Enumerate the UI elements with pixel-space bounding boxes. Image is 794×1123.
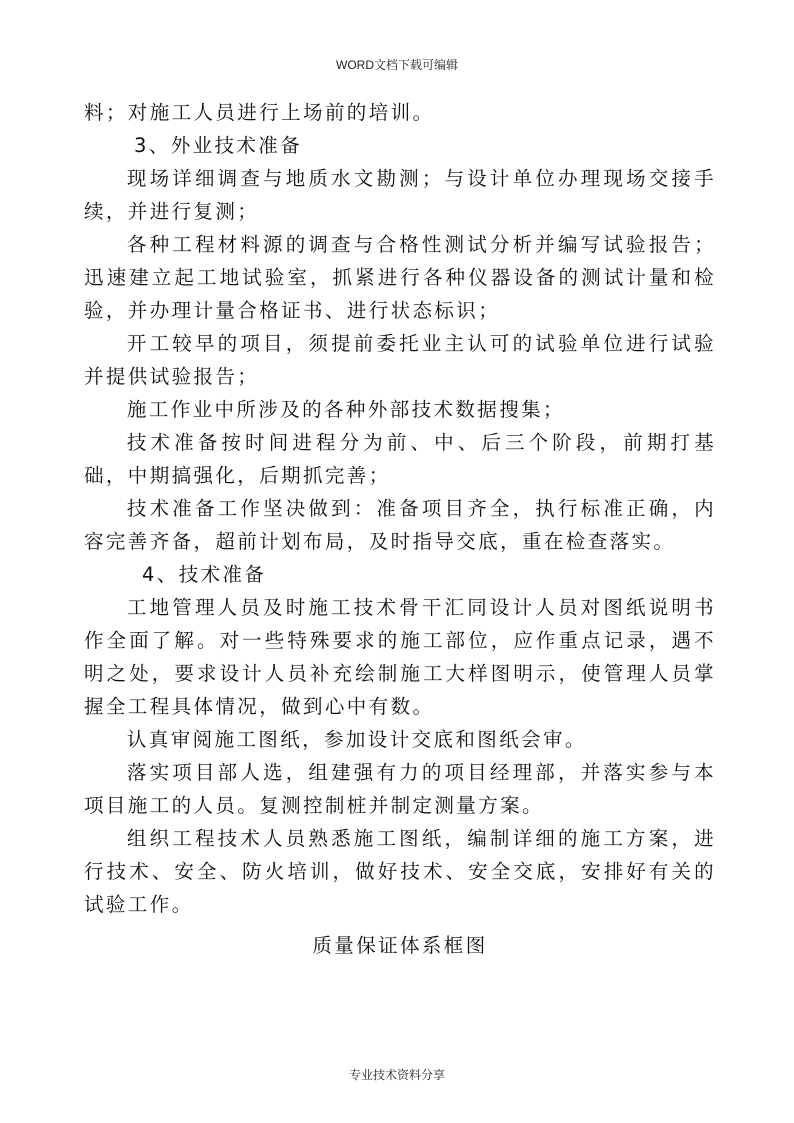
figure-title: 质量保证体系框图	[312, 934, 488, 957]
paragraph: 工地管理人员及时施工技术骨干汇同设计人员对图纸说明书作全面了解。对一些特殊要求的施工部位，应作重点记录，遇不明之处，要求设计人员补充绘制施工大样图明示，使管理人员掌握全工程具体情况，做到心中有数。	[84, 596, 716, 718]
page-footer: 专业技术资料分享	[348, 1068, 445, 1082]
paragraph: 现场详细调查与地质水文勘测；与设计单位办理现场交接手续，并进行复测；	[84, 167, 716, 223]
section-heading-4: 4、技术准备	[142, 563, 267, 586]
paragraph: 技术准备按时间进程分为前、中、后三个阶段，前期打基础，中期搞强化，后期抓完善；	[84, 431, 716, 487]
section-heading-3: 3、外业技术准备	[134, 134, 303, 157]
paragraph: 开工较早的项目，须提前委托业主认可的试验单位进行试验并提供试验报告；	[84, 332, 716, 388]
page-header: WORD文档下载可编辑	[336, 58, 458, 72]
paragraph: 施工作业中所涉及的各种外部技术数据搜集；	[126, 398, 565, 421]
document-body	[84, 96, 716, 962]
paragraph: 认真审阅施工图纸，参加设计交底和图纸会审。	[126, 728, 587, 751]
paragraph: 组织工程技术人员熟悉施工图纸，编制详细的施工方案，进行技术、安全、防火培训，做好技术、安全交底，安排好有关的试验工作。	[84, 827, 716, 916]
paragraph-continuation: 料；对施工人员进行上场前的培训。	[84, 101, 435, 124]
paragraph: 各种工程材料源的调查与合格性测试分析并编写试验报告；迅速建立起工地试验室，抓紧进行各种仪器设备的测试计量和检验，并办理计量合格证书、进行状态标识；	[84, 233, 716, 322]
paragraph: 技术准备工作坚决做到：准备项目齐全，执行标准正确，内容完善齐备，超前计划布局，及时指导交底，重在检查落实。	[84, 497, 716, 553]
paragraph: 落实项目部人选，组建强有力的项目经理部，并落实参与本项目施工的人员。复测控制桩并制定测量方案。	[84, 761, 716, 817]
